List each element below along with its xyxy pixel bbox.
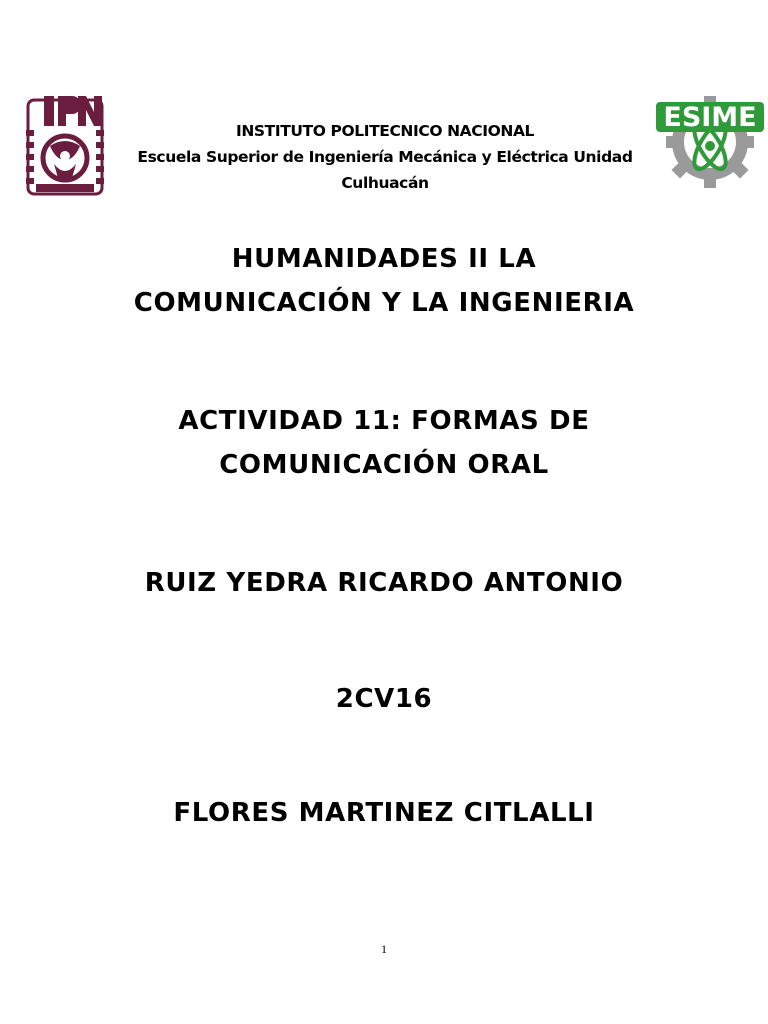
group-code (0, 677, 768, 721)
page-number: 1 (381, 942, 387, 956)
course-title (0, 237, 768, 325)
teacher-name-text: FLORES MARTINEZ CITLALLI (173, 798, 595, 828)
ipn-logo (24, 92, 106, 198)
esime-logo-text: ESIME (663, 102, 757, 133)
school-name-line2: Culhuacán (341, 174, 429, 192)
group-code-text: 2CV16 (335, 684, 433, 714)
activity-title-line1: ACTIVIDAD 11: FORMAS DE (178, 406, 590, 436)
student-name (0, 561, 768, 605)
course-title-line1: HUMANIDADES II LA (231, 244, 537, 274)
institution-header (120, 118, 650, 196)
student-name-text: RUIZ YEDRA RICARDO ANTONIO (144, 568, 624, 598)
activity-title-line2: COMUNICACIÓN ORAL (219, 450, 549, 480)
teacher-name (0, 791, 768, 835)
institution-name: INSTITUTO POLITECNICO NACIONAL (235, 122, 535, 140)
activity-title (0, 399, 768, 487)
course-title-line2: COMUNICACIÓN Y LA INGENIERIA (133, 288, 635, 318)
esime-logo (654, 82, 766, 190)
school-name-line1: Escuela Superior de Ingeniería Mecánica y Eléctrica Unidad (137, 148, 633, 166)
